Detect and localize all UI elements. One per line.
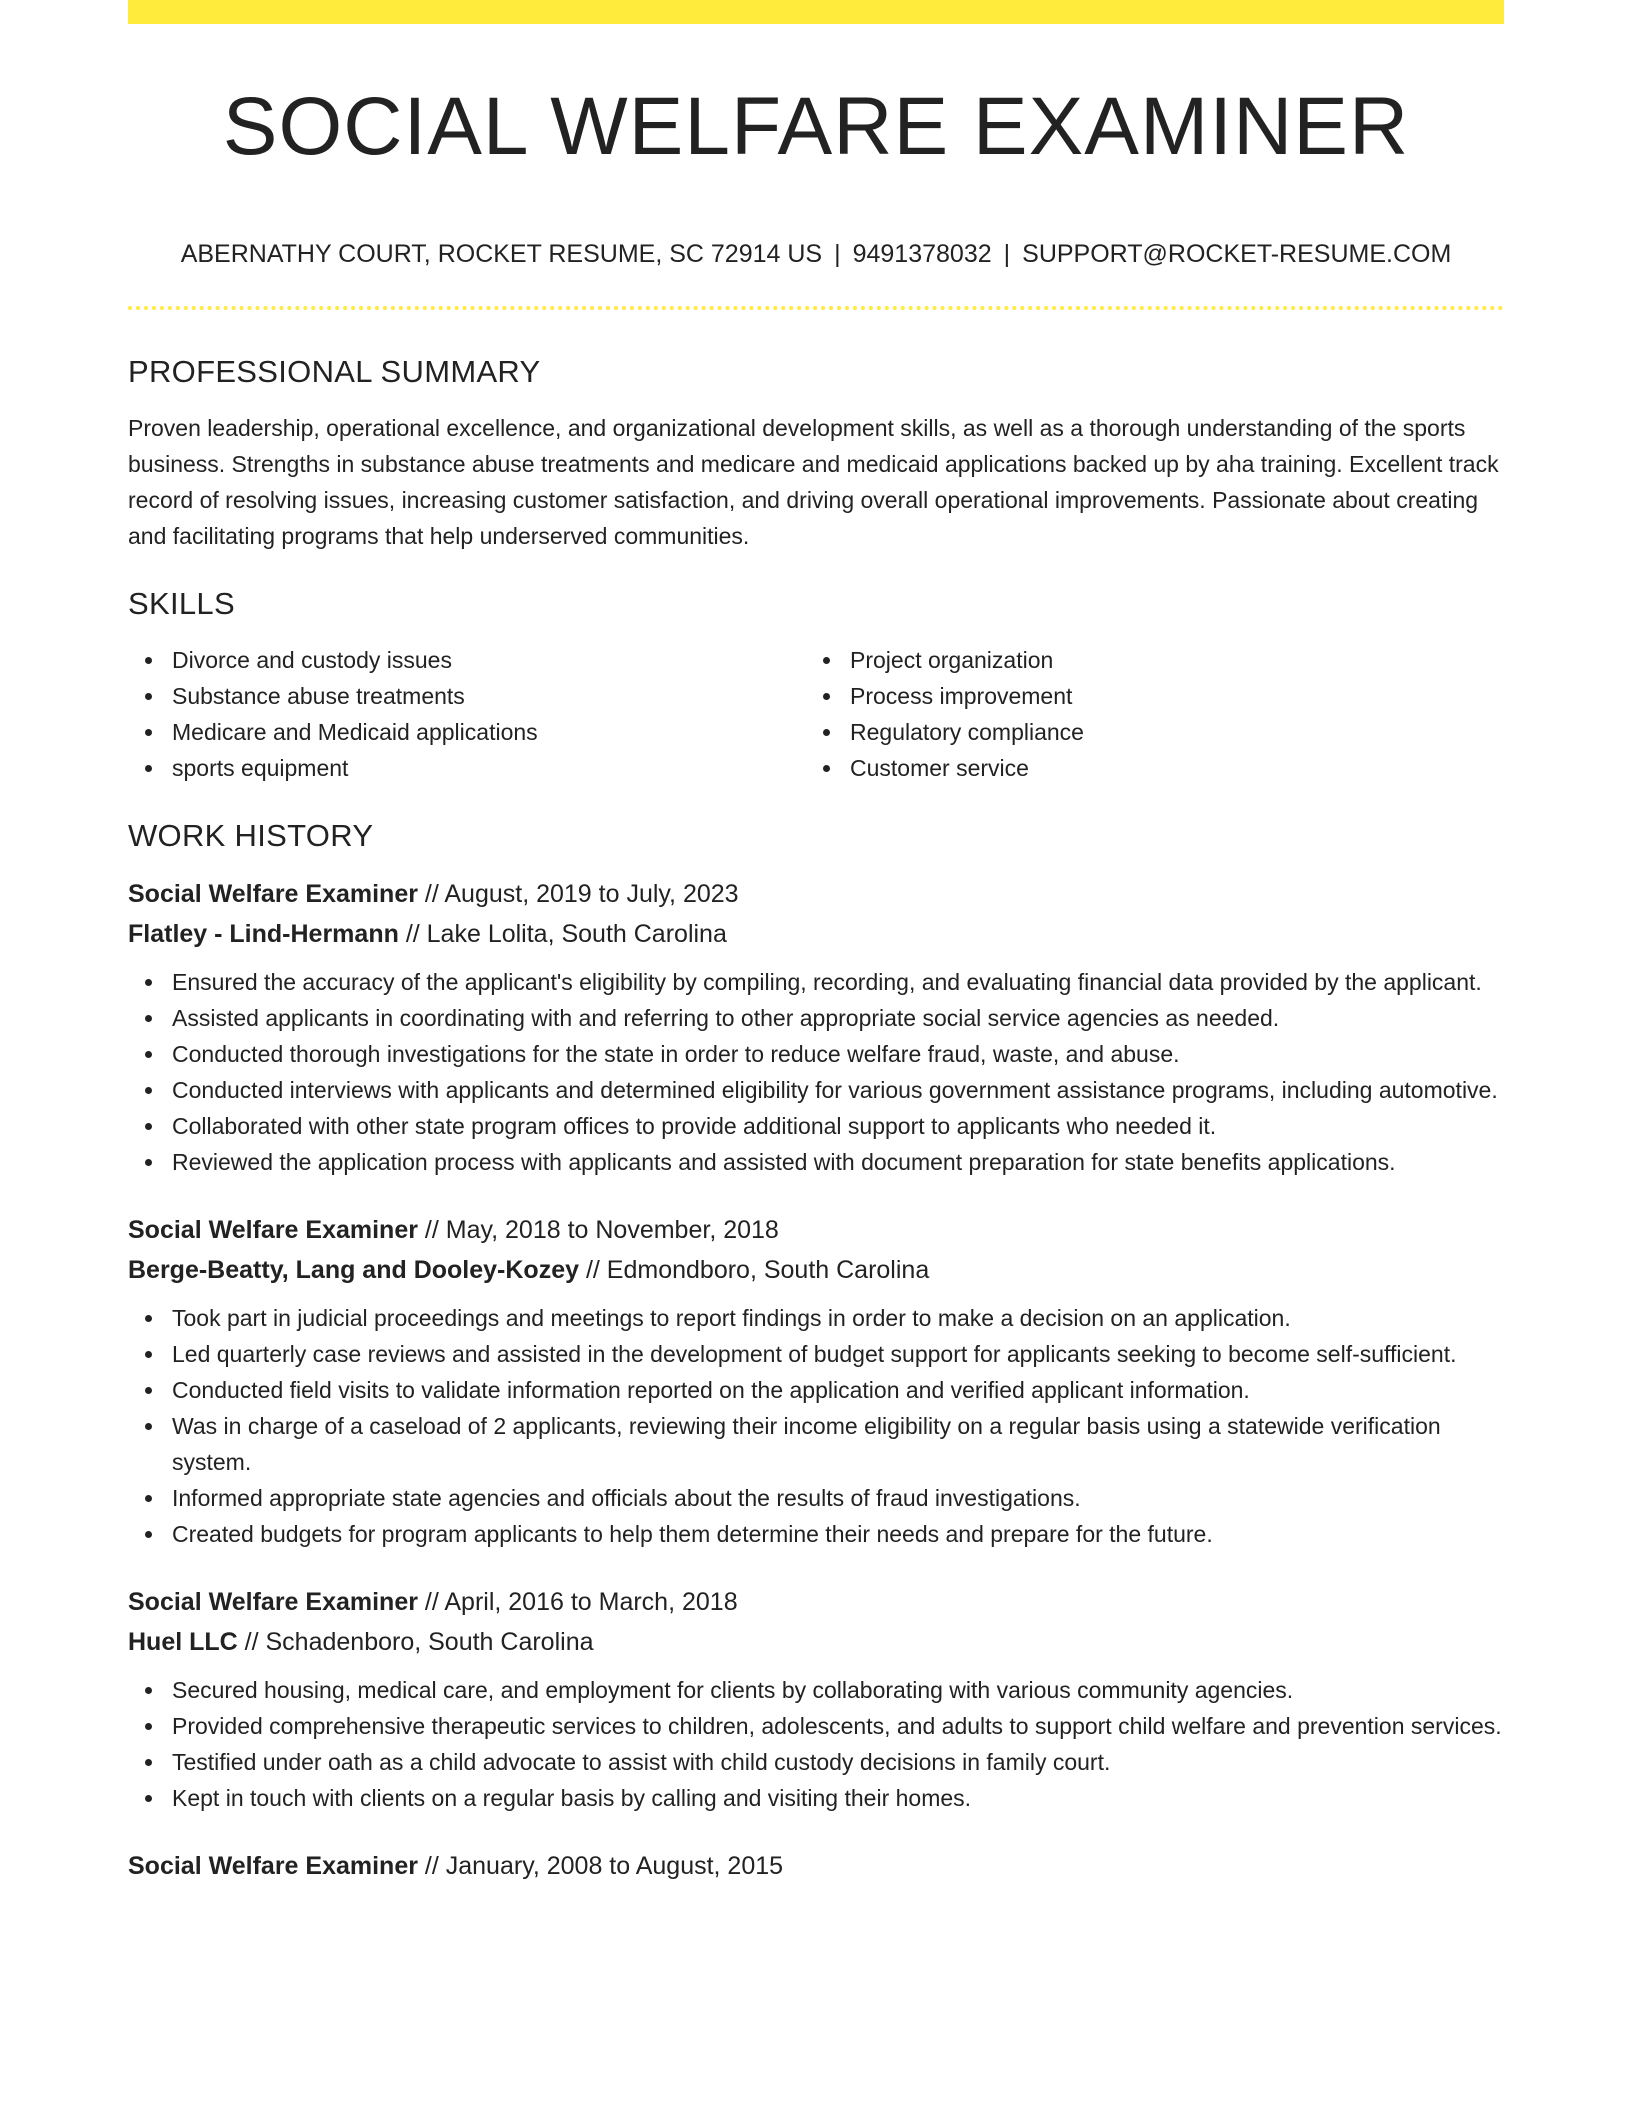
job-company: Berge-Beatty, Lang and Dooley-Kozey <box>128 1256 580 1284</box>
job-bullet: Testified under oath as a child advocate to assist with child custody decisions in family court. <box>128 1744 1504 1780</box>
job-location: // Edmondboro, South Carolina <box>579 1256 930 1284</box>
resume-content <box>128 352 1504 1916</box>
job-company: Huel LLC <box>128 1628 238 1656</box>
job-dates: // April, 2016 to March, 2018 <box>417 1588 738 1616</box>
job-location: // Schadenboro, South Carolina <box>237 1628 594 1656</box>
job-role-line <box>128 1582 1504 1622</box>
job-dates: // January, 2008 to August, 2015 <box>417 1852 784 1880</box>
job-company-line <box>128 914 1504 954</box>
job-bullet: Created budgets for program applicants to help them determine their needs and prepare for the future. <box>128 1516 1504 1552</box>
job-bullet: Conducted field visits to validate information reported on the application and verified applicant information. <box>128 1372 1504 1408</box>
address: ABERNATHY COURT, ROCKET RESUME, SC 72914 US <box>180 240 823 268</box>
skill-item: Customer service <box>806 750 1484 786</box>
job-bullet: Informed appropriate state agencies and officials about the results of fraud investigations. <box>128 1480 1504 1516</box>
email-link[interactable]: SUPPORT@ROCKET-RESUME.COM <box>1022 240 1452 268</box>
skills-title: SKILLS <box>128 586 235 621</box>
job-bullet: Conducted thorough investigations for the state in order to reduce welfare fraud, waste, and abuse. <box>128 1036 1504 1072</box>
skill-item: Divorce and custody issues <box>128 642 806 678</box>
job-bullet: Ensured the accuracy of the applicant's eligibility by compiling, recording, and evaluating financial data provided by the applicant. <box>128 964 1504 1000</box>
summary-title: PROFESSIONAL SUMMARY <box>128 354 541 389</box>
skill-item: Project organization <box>806 642 1484 678</box>
contact-line <box>128 238 1504 270</box>
job-bullets <box>128 1300 1504 1552</box>
skill-item: Medicare and Medicaid applications <box>128 714 806 750</box>
job-bullet: Provided comprehensive therapeutic services to children, adolescents, and adults to support child welfare and prevention services. <box>128 1708 1504 1744</box>
job-role-line <box>128 1210 1504 1250</box>
job-role: Social Welfare Examiner <box>128 1588 418 1616</box>
skill-item: Regulatory compliance <box>806 714 1484 750</box>
summary-text: Proven leadership, operational excellence, and organizational development skills, as well as a thorough understanding of the sports business. Strengths in substance abuse treatments and medicare and medicaid applications backed up by aha training. Excellent track record of resolving issues, increasing customer satisfaction, and driving overall operational improvements. Passionate about creating and facilitating programs that help underserved communities. <box>128 415 1499 549</box>
contact-separator: | <box>1003 240 1011 268</box>
skill-item: Substance abuse treatments <box>128 678 806 714</box>
job-role-line <box>128 874 1504 914</box>
header-divider <box>128 306 1504 310</box>
summary-section <box>128 352 1504 554</box>
job-bullet: Assisted applicants in coordinating with and referring to other appropriate social service agencies as needed. <box>128 1000 1504 1036</box>
phone: 9491378032 <box>852 240 992 268</box>
work-history-title: WORK HISTORY <box>128 818 374 853</box>
job-bullet: Collaborated with other state program offices to provide additional support to applicants who needed it. <box>128 1108 1504 1144</box>
top-accent-bar <box>128 0 1504 24</box>
resume-name: SOCIAL WELFARE EXAMINER <box>222 81 1410 172</box>
job-bullet: Secured housing, medical care, and employment for clients by collaborating with various community agencies. <box>128 1672 1504 1708</box>
job-entry <box>128 1210 1504 1552</box>
job-bullets <box>128 1672 1504 1816</box>
job-company: Flatley - Lind-Hermann <box>128 920 399 948</box>
skills-right-list <box>806 642 1484 786</box>
job-entry <box>128 1846 1504 1886</box>
contact-separator: | <box>834 240 841 268</box>
job-company-line <box>128 1622 1504 1662</box>
job-dates: // August, 2019 to July, 2023 <box>417 880 739 908</box>
job-bullet: Took part in judicial proceedings and meetings to report findings in order to make a decision on an application. <box>128 1300 1504 1336</box>
skills-columns <box>128 642 1504 786</box>
job-entry <box>128 1582 1504 1816</box>
work-history-section <box>128 816 1504 1886</box>
job-role-line <box>128 1846 1504 1886</box>
skills-section <box>128 584 1504 786</box>
job-bullet: Led quarterly case reviews and assisted in the development of budget support for applicants seeking to become self-sufficient. <box>128 1336 1504 1372</box>
job-role: Social Welfare Examiner <box>128 1852 418 1880</box>
skills-left-list <box>128 642 806 786</box>
job-company-line <box>128 1250 1504 1290</box>
job-location: // Lake Lolita, South Carolina <box>398 920 727 948</box>
job-dates: // May, 2018 to November, 2018 <box>417 1216 779 1244</box>
job-bullet: Conducted interviews with applicants and determined eligibility for various government assistance programs, including automotive. <box>128 1072 1504 1108</box>
skill-item: sports equipment <box>128 750 806 786</box>
job-entry <box>128 874 1504 1180</box>
job-role: Social Welfare Examiner <box>128 1216 418 1244</box>
job-bullet: Reviewed the application process with applicants and assisted with document preparation for state benefits applications. <box>128 1144 1504 1180</box>
job-bullets <box>128 964 1504 1180</box>
job-bullet: Kept in touch with clients on a regular basis by calling and visiting their homes. <box>128 1780 1504 1816</box>
skill-item: Process improvement <box>806 678 1484 714</box>
job-role: Social Welfare Examiner <box>128 880 418 908</box>
job-bullet: Was in charge of a caseload of 2 applicants, reviewing their income eligibility on a regular basis using a statewide verification system. <box>128 1408 1504 1480</box>
